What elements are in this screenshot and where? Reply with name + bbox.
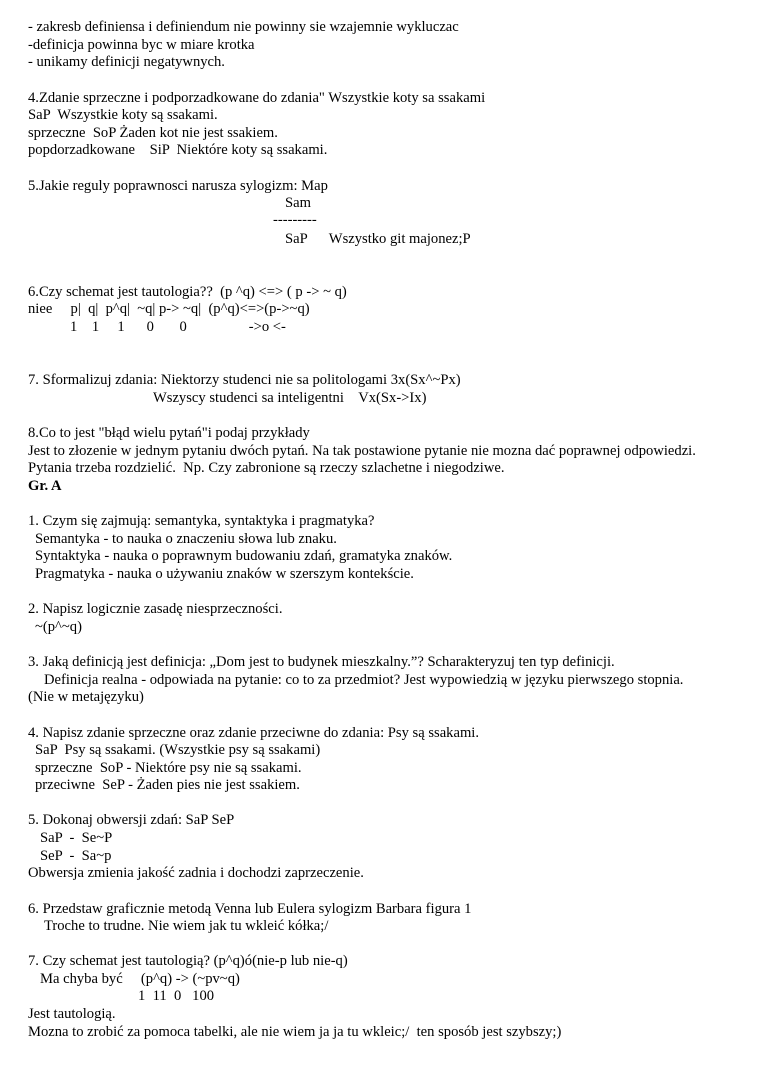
text-line: Pragmatyka - nauka o używaniu znaków w szerszym kontekście. [35, 566, 414, 582]
text-line: Jest to złozenie w jednym pytaniu dwóch pytań. Na tak postawione pytanie nie mozna dać poprawnej odpowiedzi. [28, 443, 696, 459]
truth-table-header: niee p| q| p^q| ~q| p-> ~q| (p^q)<=>(p->~q) [28, 301, 310, 317]
text-line: sprzeczne SoP Żaden kot nie jest ssakiem. [28, 125, 278, 141]
text-line: Definicja realna - odpowiada na pytanie: co to za przedmiot? Jest wypowiedzią w języku pierwszego stopnia. [44, 672, 684, 688]
text-line: SaP Psy są ssakami. (Wszystkie psy są ssakami) [35, 742, 321, 758]
question-6-heading: 6.Czy schemat jest tautologia?? (p ^q) <=> ( p -> ~ q) [28, 284, 347, 300]
text-line: Syntaktyka - nauka o poprawnym budowaniu zdań, gramatyka znaków. [35, 548, 453, 564]
text-line: Mozna to zrobić za pomoca tabelki, ale nie wiem ja ja tu wkleic;/ ten sposób jest szybszy;) [28, 1024, 562, 1040]
question-8-heading: 8.Co to jest "błąd wielu pytań"i podaj przykłady [28, 425, 310, 441]
section-heading: Gr. A [28, 478, 62, 494]
text-line: - unikamy definicji negatywnych. [28, 54, 225, 70]
text-line: Ma chyba być (p^q) -> (~pv~q) [40, 971, 240, 987]
question-5-heading: 5.Jakie reguly poprawnosci narusza sylogizm: Map [28, 178, 328, 194]
text-line: przeciwne SeP - Żaden pies nie jest ssakiem. [35, 777, 300, 793]
text-line: SaP - Se~P [40, 830, 113, 846]
syllogism-divider: --------- [273, 212, 317, 228]
text-line: Obwersja zmienia jakość zadnia i dochodzi zaprzeczenie. [28, 865, 364, 881]
group-a-question-6: 6. Przedstaw graficznie metodą Venna lub Eulera sylogizm Barbara figura 1 [28, 901, 472, 917]
syllogism-premise: Sam [285, 195, 311, 211]
group-a-question-1: 1. Czym się zajmują: semantyka, syntaktyka i pragmatyka? [28, 513, 375, 529]
question-4-heading: 4.Zdanie sprzeczne i podporzadkowane do zdania" Wszystkie koty sa ssakami [28, 90, 486, 106]
text-line: -definicja powinna byc w miare krotka [28, 37, 255, 53]
text-line: popdorzadkowane SiP Niektóre koty są ssakami. [28, 142, 328, 158]
group-a-question-4: 4. Napisz zdanie sprzeczne oraz zdanie przeciwne do zdania: Psy są ssakami. [28, 725, 479, 741]
text-line: Jest tautologią. [28, 1006, 116, 1022]
text-line: Wszyscy studenci sa inteligentni Vx(Sx->Ix) [153, 390, 427, 406]
text-line: SaP Wszystkie koty są ssakami. [28, 107, 218, 123]
group-a-question-5: 5. Dokonaj obwersji zdań: SaP SeP [28, 812, 235, 828]
text-line: ~(p^~q) [35, 619, 82, 635]
truth-table-row: 1 11 0 100 [138, 988, 215, 1004]
text-line: SeP - Sa~p [40, 848, 112, 864]
group-a-question-7: 7. Czy schemat jest tautologią? (p^q)ó(nie-p lub nie-q) [28, 953, 348, 969]
group-a-question-2: 2. Napisz logicznie zasadę niesprzeczności. [28, 601, 283, 617]
question-7-heading: 7. Sformalizuj zdania: Niektorzy studenci nie sa politologami 3x(Sx^~Px) [28, 372, 461, 388]
text-line: - zakresb definiensa i definiendum nie powinny sie wzajemnie wykluczac [28, 19, 459, 35]
syllogism-conclusion: SaP Wszystko git majonez;P [285, 231, 471, 247]
truth-table-row: 1 1 1 0 0 ->o <- [70, 319, 286, 335]
text-line: (Nie w metajęzyku) [28, 689, 144, 705]
group-a-question-3: 3. Jaką definicją jest definicja: „Dom jest to budynek mieszkalny.”? Scharakteryzuj ten typ definicji. [28, 654, 615, 670]
text-line: Troche to trudne. Nie wiem jak tu wkleić kółka;/ [44, 918, 329, 934]
text-line: sprzeczne SoP - Niektóre psy nie są ssakami. [35, 760, 302, 776]
text-line: Semantyka - to nauka o znaczeniu słowa lub znaku. [35, 531, 337, 547]
text-line: Pytania trzeba rozdzielić. Np. Czy zabronione są rzeczy szlachetne i niegodziwe. [28, 460, 505, 476]
